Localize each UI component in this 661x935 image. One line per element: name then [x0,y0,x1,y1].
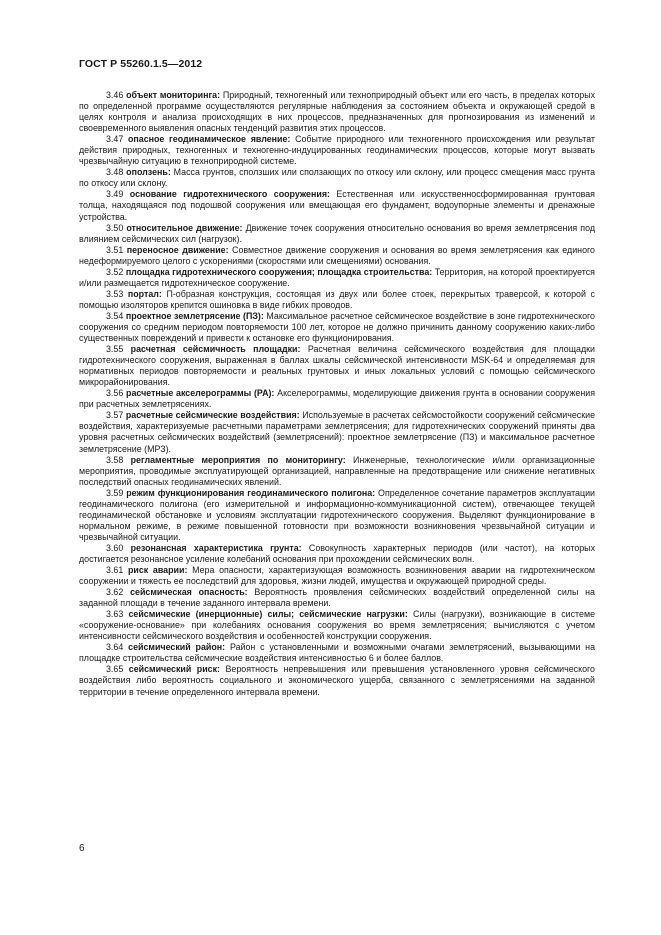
term-definition [79,223,595,245]
term-definition [79,344,595,388]
term-text: Движение точек сооружения относительно основания во время землетрясения под влиянием сейсмических сил (нагрузок). [79,222,596,244]
term-definition [79,642,595,664]
term-number: 3.64 [106,642,124,653]
term-definition [79,543,595,565]
document-header: ГОСТ Р 55260.1.5—2012 [79,58,203,70]
term-text: Масса грунтов, сползших или сползающих по откосу или склону, или процесс смещения масс грунта по откосу или склону. [79,167,596,189]
term-name: сейсмическая опасность: [130,587,248,598]
term-name: основание гидротехнического сооружения: [129,189,330,200]
term-name: сейсмический район: [128,642,226,653]
term-text: Используемые в расчетах сейсмостойкости сооружений сейсмические воздействия, характеризуемые расчетными параметрами землетрясения; для гидротехнических сооружений приняты два уровня расчетных сейсмических воздействий (землетрясений): проектное землетрясение (ПЗ) и максимальное расчетное землетрясение (МРЗ). [79,410,596,454]
term-name: риск аварии: [127,565,188,576]
term-name: площадка гидротехнического сооружения; площадка строительства: [125,266,433,277]
term-definition [79,167,595,189]
term-number: 3.57 [106,410,124,421]
term-definition [79,388,595,410]
page-number: 6 [79,843,85,854]
term-definition [79,455,595,488]
term-number: 3.62 [106,587,124,598]
term-number: 3.56 [106,388,124,399]
term-text: Мера опасности, характеризующая возможность возникновения аварии на гидротехническом сооружении и тяжесть ее последствий для здоровья, жизни людей, имущества и окружающей природной среды. [79,565,595,587]
term-number: 3.53 [106,288,124,299]
term-name: переносное движение: [126,244,229,255]
term-number: 3.60 [106,542,124,553]
term-text: Максимальное расчетное сейсмическое воздействие в зоне гидротехнического сооружения со средним периодом повторяемости 100 лет, которое не должно причинить данному сооружению каких-либо существенных повреждений и привести к остановке его функционирования. [79,310,595,344]
term-name: портал: [127,288,162,299]
term-text: Территория, на которой проектируется и/или размещается гидротехническое сооружение. [79,266,595,288]
term-number: 3.49 [106,189,124,200]
term-definition [79,289,595,311]
term-name: относительное движение: [126,222,243,233]
term-number: 3.46 [106,90,124,100]
terms-section [79,90,595,698]
term-name: оползень: [126,167,171,178]
term-number: 3.58 [106,454,124,465]
term-definition [79,245,595,267]
term-name: режим функционирования геодинамического полигона: [126,487,376,498]
term-definition [79,134,595,167]
term-number: 3.48 [106,167,124,178]
term-definition [79,587,595,609]
term-number: 3.54 [106,310,124,321]
term-text: Расчетная величина сейсмического воздействия для площадки гидротехнического сооружения, выраженная в баллах шкалы сейсмической интенсивности MSK-64 и определяемая для нормативных периодов повторяемости и реальных грунтовых и иных локальных условий с помощью сейсмического микрорайонирования. [79,344,596,388]
term-definition [79,267,595,289]
term-name: опасное геодинамическое явление: [127,134,291,145]
term-text: Вероятность проявления сейсмических воздействий определенной силы на заданной площади в течение заданного интервала времени. [79,587,595,609]
term-text: Естественная или искусственносформированная грунтовая толща, находящаяся под подошвой сооружения или вмещающая его фундамент, водоупорные элементы и дренажные устройства. [79,189,595,222]
term-text: Инженерные, технологические и/или организационные мероприятия, проводимые эксплуатирующей организацией, направленные на предотвращение или снижение негативных последствий опасных геодинамических явлений. [79,454,595,487]
term-text: Акселерограммы, моделирующие движения грунта в основании сооружения при расчетных землетрясениях. [79,388,596,410]
term-number: 3.61 [106,565,124,576]
term-text: Определенное сочетание параметров эксплуатации геодинамического полигона (его измерительной и информационно-коммуникационной систем), отвечающее текущей геодинамической обстановке и условиям эксплуатации гидротехнического сооружения. Выделяют функционирование в нормальном режиме, в режиме повышенной готовности при возможности возникновения чрезвычайной ситуации и чрезвычайной ситуации. [79,487,595,542]
term-number: 3.51 [106,244,124,255]
term-number: 3.55 [106,344,124,355]
term-definition [79,189,595,222]
term-name: резонансная характеристика грунта: [130,542,302,553]
term-number: 3.47 [106,134,124,145]
term-text: Совместное движение сооружения и основания во время землетрясения как единого недеформируемого целого с ускорениями (скоростями или смещениями) основания. [79,244,595,266]
term-definition [79,90,595,134]
term-definition [79,609,595,642]
term-name: регламентные мероприятия по мониторингу: [130,454,346,465]
term-text: Район с установленными и возможными очагами землетрясений, вызывающими на площадке строительства сейсмические воздействия интенсивностью 6 и более баллов. [79,642,596,664]
term-definition [79,664,595,697]
term-definition [79,488,595,543]
term-text: Совокупность характерных периодов (или частот), на которых достигается резонансное усиление колебаний основания при прохождении сейсмических волн. [79,542,596,564]
term-definition [79,311,595,344]
term-text: Силы (нагрузки), возникающие в системе «сооружение-основание» при колебаниях основания сооружения во время землетрясения; вычисляются с учетом интенсивности сейсмического воздействия и особенностей конструкции сооружения. [79,609,595,642]
term-definition [79,565,595,587]
term-text: Вероятность непревышения или превышения установленного уровня сейсмического воздействия либо вероятность социального и экономического ущерба, связанного с землетрясениями на заданной территории в течение определенного интервала времени. [79,664,595,697]
term-name: объект мониторинга: [126,90,221,100]
term-definition [79,410,595,454]
term-number: 3.59 [106,487,124,498]
term-number: 3.63 [106,609,124,620]
term-name: сейсмические (инерционные) силы; сейсмические нагрузки: [128,609,408,620]
term-name: расчетные сейсмические воздействия: [125,410,300,421]
term-text: Событие природного или техногенного происхождения или результат действия природных, техногенных и техногенно-индуцированных геодинамических процессов, которые могут вызвать чрезвычайную ситуацию в технoприродной системе. [79,134,595,167]
term-name: сейсмический риск: [128,664,220,675]
term-name: проектное землетрясение (ПЗ): [125,310,264,321]
term-number: 3.50 [106,222,124,233]
term-name: расчетные акселерограммы (РА): [126,388,275,399]
term-number: 3.52 [106,266,124,277]
term-name: расчетная сейсмичность площадки: [130,344,301,355]
term-text: Природный, техногенный или технoприродный объект или его часть, в пределах которых по определенной программе осуществляются регулярные наблюдения за состоянием объекта и окружающей средой в целях контроля и анализа происходящих в них процессов, предназначенных для прогнозирования из изменений и своевременного выявления опасных тенденций развития этих процессов. [79,90,596,134]
term-number: 3.65 [106,664,124,675]
term-text: П-образная конструкция, состоящая из двух или более стоек, перекрытых траверсой, к которой с помощью изоляторов крепится ошиновка в виде гибких проводов. [79,288,595,310]
